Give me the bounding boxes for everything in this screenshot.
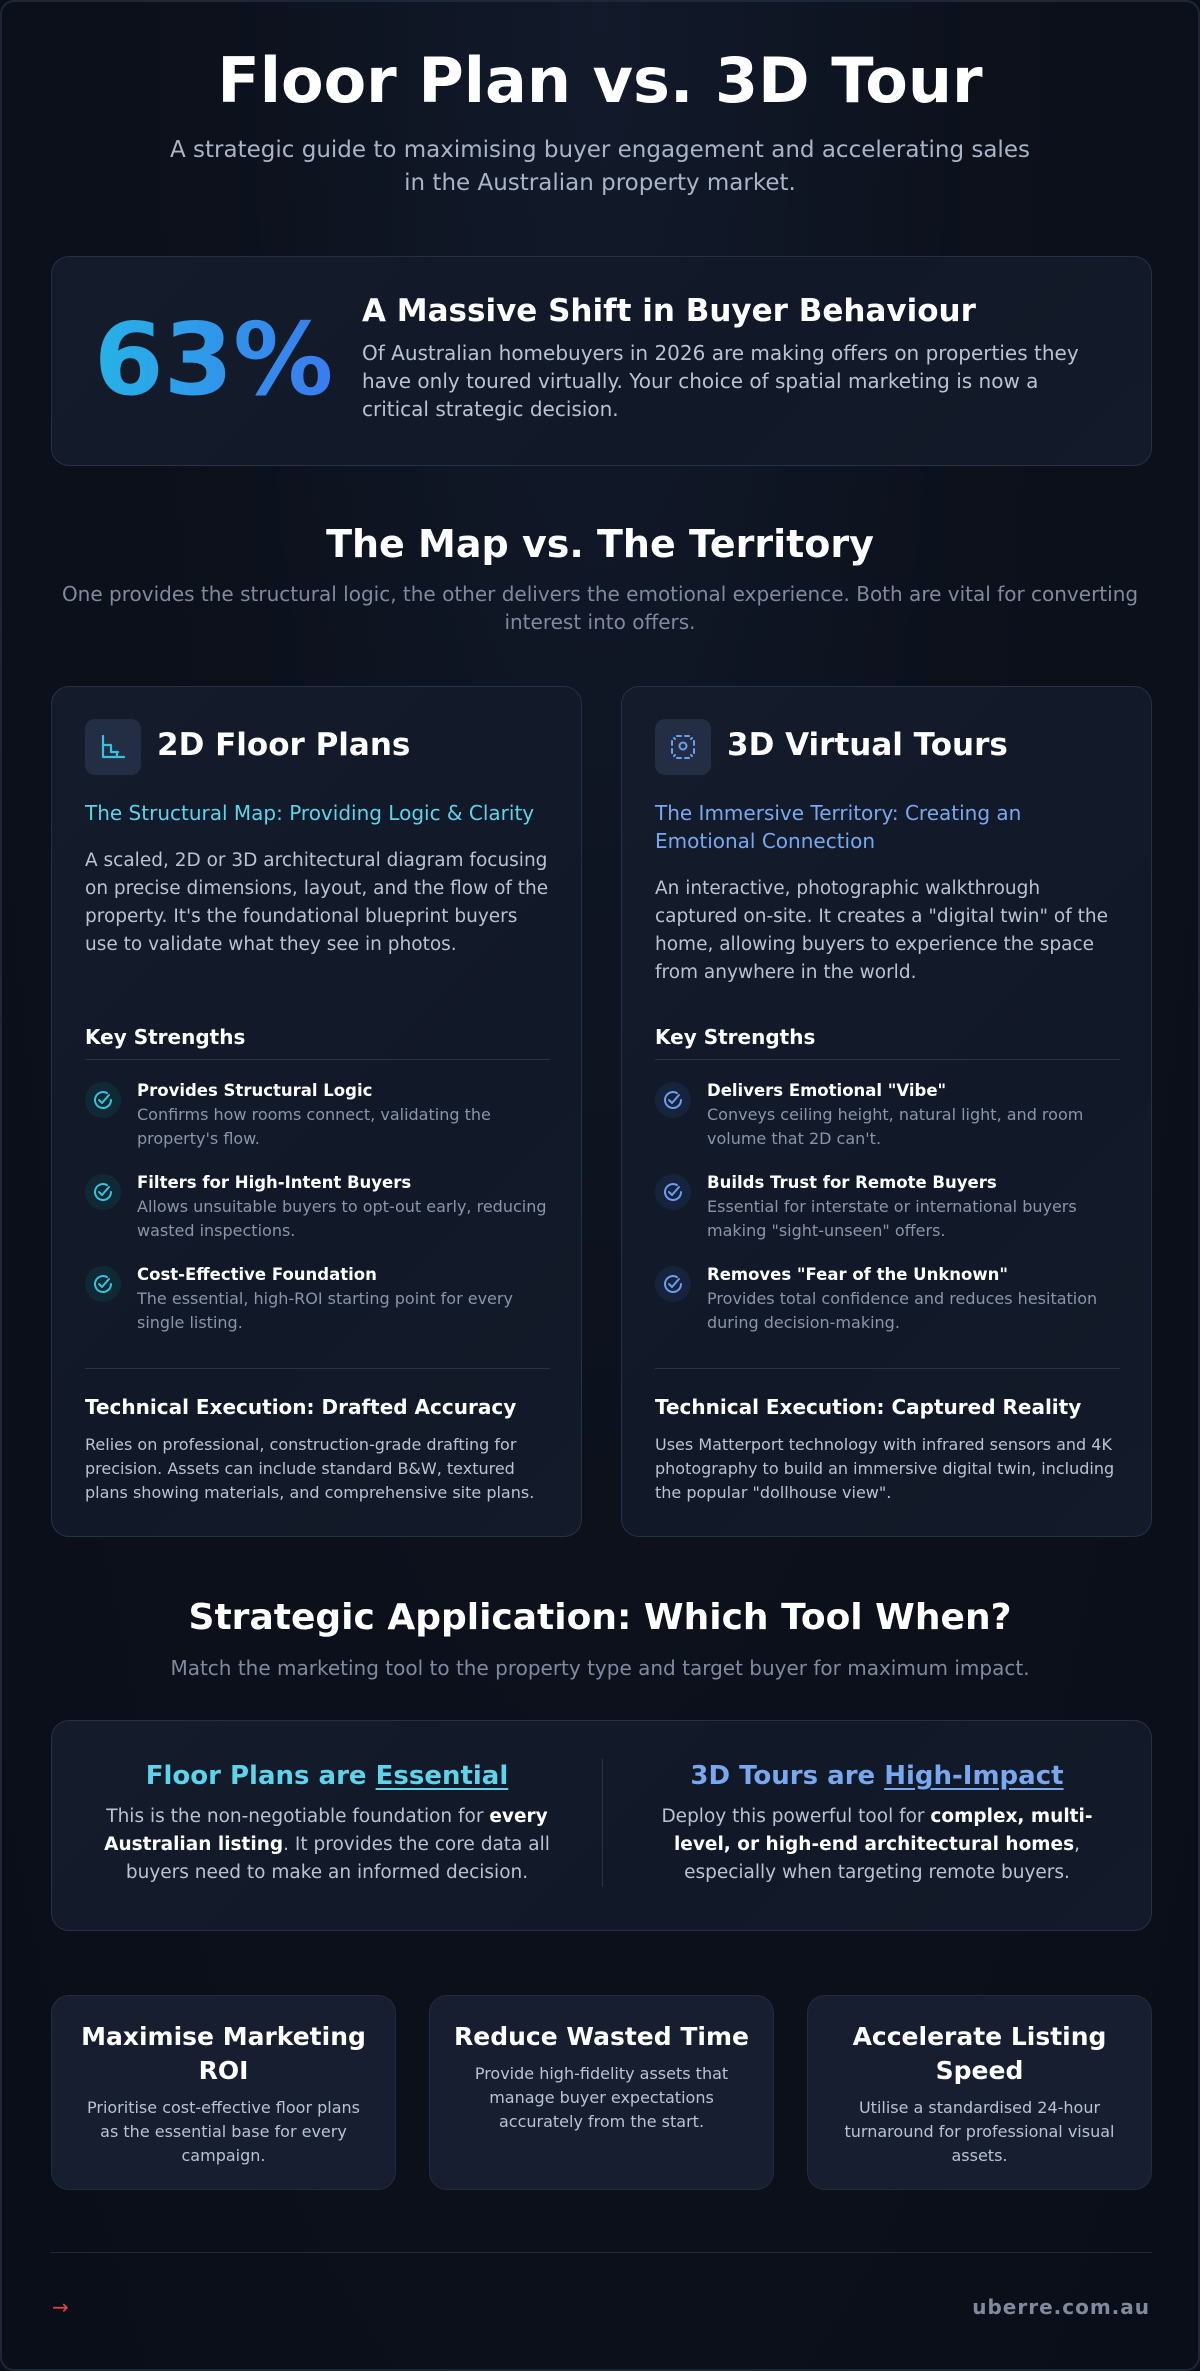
strength-text: Essential for interstate or international buyers making "sight-unseen" offers. bbox=[707, 1197, 1077, 1240]
strategy-panel bbox=[51, 1720, 1152, 1931]
strategy-heading-emphasis: High-Impact bbox=[884, 1761, 1064, 1791]
benefit-text: Provide high-fidelity assets that manage buyer expectations accurately from the start. bbox=[474, 2064, 729, 2131]
benefit-text: Prioritise cost-effective floor plans as the essential base for every campaign. bbox=[87, 2098, 360, 2165]
virtual-tour-icon bbox=[655, 719, 711, 775]
floor-plans-essential bbox=[102, 1759, 552, 1887]
strength-text: Confirms how rooms connect, validating the property's flow. bbox=[137, 1105, 491, 1148]
check-circle-icon bbox=[655, 1266, 691, 1302]
strength-text: Allows unsuitable buyers to opt-out early, reducing wasted inspections. bbox=[137, 1197, 547, 1240]
check-circle-icon bbox=[85, 1082, 121, 1118]
benefit-title: Reduce Wasted Time bbox=[454, 2022, 749, 2051]
stat-heading: A Massive Shift in Buyer Behaviour bbox=[362, 293, 976, 329]
arrow-right-icon[interactable]: → bbox=[52, 2295, 69, 2319]
strength-item bbox=[85, 1265, 555, 1345]
hero bbox=[2, 40, 1198, 200]
card-description: A scaled, 2D or 3D architectural diagram focusing on precise dimensions, layout, and the flow of the property. It's the foundational blueprint buyers use to validate what they see in photos. bbox=[85, 850, 549, 955]
strength-item bbox=[655, 1081, 1125, 1161]
card-tagline: The Structural Map: Providing Logic & Clarity bbox=[85, 801, 535, 825]
footer-divider bbox=[51, 2252, 1152, 2253]
strength-item bbox=[85, 1173, 555, 1253]
card-title: 2D Floor Plans bbox=[157, 727, 411, 763]
benefit-title: Maximise Marketing ROI bbox=[81, 2022, 366, 2085]
strategy-text: This is the non-negotiable foundation for every Australian listing. It provides the core data all buyers need to make an informed decision. bbox=[104, 1806, 550, 1883]
strength-text: Conveys ceiling height, natural light, and room volume that 2D can't. bbox=[707, 1105, 1084, 1148]
tech-text: Uses Matterport technology with infrared sensors and 4K photography to build an immersive digital twin, including the popular "dollhouse view". bbox=[655, 1435, 1115, 1502]
card-description: An interactive, photographic walkthrough captured on-site. It creates a "digital twin" of the home, allowing buyers to experience the space from anywhere in the world. bbox=[655, 878, 1108, 983]
map-section-title: The Map vs. The Territory bbox=[326, 522, 874, 566]
divider bbox=[85, 1368, 550, 1369]
benefit-card bbox=[51, 1995, 396, 2190]
strength-title: Builds Trust for Remote Buyers bbox=[707, 1173, 997, 1192]
map-section-subtitle: One provides the structural logic, the other delivers the emotional experience. Both are vital for converting interest into offers. bbox=[61, 582, 1139, 634]
benefit-card bbox=[807, 1995, 1152, 2190]
strategy-text: Deploy this powerful tool for complex, multi-level, or high-end architectural homes, especially when targeting remote buyers. bbox=[661, 1806, 1093, 1883]
strength-title: Provides Structural Logic bbox=[137, 1081, 373, 1100]
virtual-tours-card bbox=[621, 686, 1152, 1537]
check-circle-icon bbox=[85, 1266, 121, 1302]
strength-title: Cost-Effective Foundation bbox=[137, 1265, 377, 1284]
strength-title: Filters for High-Intent Buyers bbox=[137, 1173, 412, 1192]
strategy-heading: Floor Plans are Essential bbox=[145, 1761, 509, 1791]
page-subtitle: A strategic guide to maximising buyer engagement and accelerating sales in the Australian property market. bbox=[170, 137, 1030, 196]
stat-value: 63% bbox=[94, 301, 334, 418]
strength-text: Provides total confidence and reduces hesitation during decision-making. bbox=[707, 1289, 1098, 1332]
strategy-title: Strategic Application: Which Tool When? bbox=[188, 1597, 1012, 1638]
benefit-text: Utilise a standardised 24-hour turnaround for professional visual assets. bbox=[844, 2098, 1115, 2165]
footer-brand[interactable]: uberre.com.au bbox=[972, 2295, 1150, 2319]
strength-item bbox=[655, 1173, 1125, 1253]
strategy-heading-emphasis: Essential bbox=[375, 1761, 509, 1791]
stat-panel bbox=[51, 256, 1152, 466]
benefit-card bbox=[429, 1995, 774, 2190]
check-circle-icon bbox=[655, 1082, 691, 1118]
check-circle-icon bbox=[85, 1174, 121, 1210]
divider bbox=[655, 1059, 1120, 1060]
check-circle-icon bbox=[655, 1174, 691, 1210]
card-tagline: The Immersive Territory: Creating an Emotional Connection bbox=[655, 801, 1022, 853]
floor-plans-card bbox=[51, 686, 582, 1537]
strength-item bbox=[655, 1265, 1125, 1345]
floor-plan-icon bbox=[85, 719, 141, 775]
divider bbox=[602, 1759, 603, 1887]
strength-text: The essential, high-ROI starting point for every single listing. bbox=[137, 1289, 513, 1332]
stat-text: Of Australian homebuyers in 2026 are making offers on properties they have only toured virtually. Your choice of spatial marketing is now a critical strategic decision. bbox=[362, 341, 1079, 421]
card-title: 3D Virtual Tours bbox=[727, 727, 1008, 763]
strength-title: Removes "Fear of the Unknown" bbox=[707, 1265, 1008, 1284]
page-title: Floor Plan vs. 3D Tour bbox=[217, 44, 983, 117]
key-strengths-label: Key Strengths bbox=[655, 1025, 816, 1049]
strategy-subtitle: Match the marketing tool to the property type and target buyer for maximum impact. bbox=[170, 1656, 1030, 1680]
benefit-title: Accelerate Listing Speed bbox=[852, 2022, 1107, 2085]
strength-item bbox=[85, 1081, 555, 1161]
divider bbox=[85, 1059, 550, 1060]
tech-title: Technical Execution: Captured Reality bbox=[655, 1395, 1082, 1419]
tech-title: Technical Execution: Drafted Accuracy bbox=[85, 1395, 517, 1419]
key-strengths-label: Key Strengths bbox=[85, 1025, 246, 1049]
strength-title: Delivers Emotional "Vibe" bbox=[707, 1081, 947, 1100]
divider bbox=[655, 1368, 1120, 1369]
tours-high-impact bbox=[652, 1759, 1102, 1887]
strategy-heading: 3D Tours are High-Impact bbox=[690, 1761, 1064, 1791]
tech-text: Relies on professional, construction-grade drafting for precision. Assets can include standard B&W, textured plans showing materials, and comprehensive site plans. bbox=[85, 1435, 535, 1502]
